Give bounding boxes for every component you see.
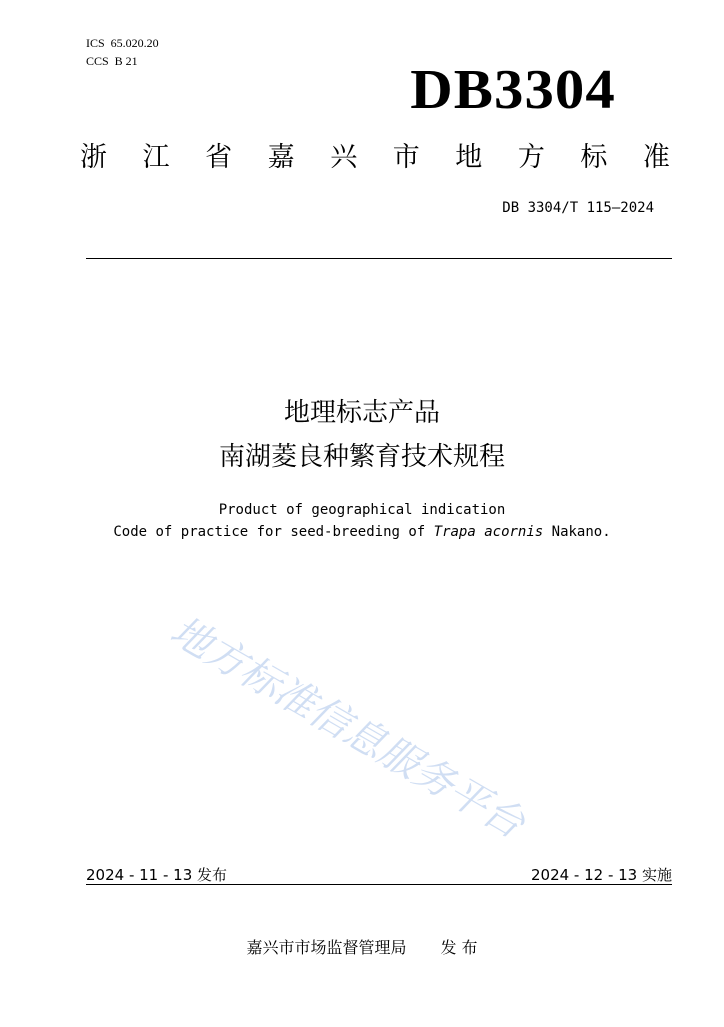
watermark: 地方标准信息服务平台: [162, 607, 532, 848]
english-title-suffix: Nakano.: [543, 524, 611, 540]
standard-title-char: 省: [205, 142, 233, 173]
english-title-prefix: Code of practice for seed-breeding of: [113, 524, 434, 540]
ccs-code: CCS B 21: [86, 54, 138, 68]
standard-title-char: 方: [517, 142, 545, 173]
bottom-divider: [86, 884, 672, 885]
standard-title-char: 标: [580, 142, 608, 173]
standard-number: DB 3304/T 115—2024: [502, 200, 654, 216]
english-title-line2: [0, 521, 724, 543]
ics-code: ICS 65.020.20: [86, 36, 159, 50]
issuer-name: 嘉兴市市场监督管理局: [246, 938, 407, 957]
english-title-line1: Product of geographical indication: [218, 502, 506, 518]
standard-title-char: 嘉: [267, 142, 295, 173]
species-name: Trapa acornis: [433, 524, 544, 540]
chinese-title-line1: 地理标志产品: [283, 398, 440, 428]
top-divider: [86, 258, 672, 259]
publish-date: 2024 - 11 - 13 发布: [86, 866, 228, 884]
standard-title-char: 地: [455, 142, 483, 173]
chinese-title-line2: 南湖菱良种繁育技术规程: [218, 442, 505, 472]
issuer-action: 发 布: [440, 938, 478, 957]
standard-title-char: 浙: [80, 142, 107, 173]
issuer: [0, 935, 724, 958]
implement-date: 2024 - 12 - 13 实施: [530, 866, 672, 884]
standard-title-char: 市: [392, 142, 420, 173]
standard-title: [80, 138, 670, 178]
db-logo: DB3304: [410, 59, 616, 121]
standard-title-char: 兴: [330, 142, 358, 173]
standard-title-char: 准: [642, 142, 670, 173]
standard-title-char: 江: [142, 142, 170, 173]
classification-codes: [86, 34, 159, 70]
